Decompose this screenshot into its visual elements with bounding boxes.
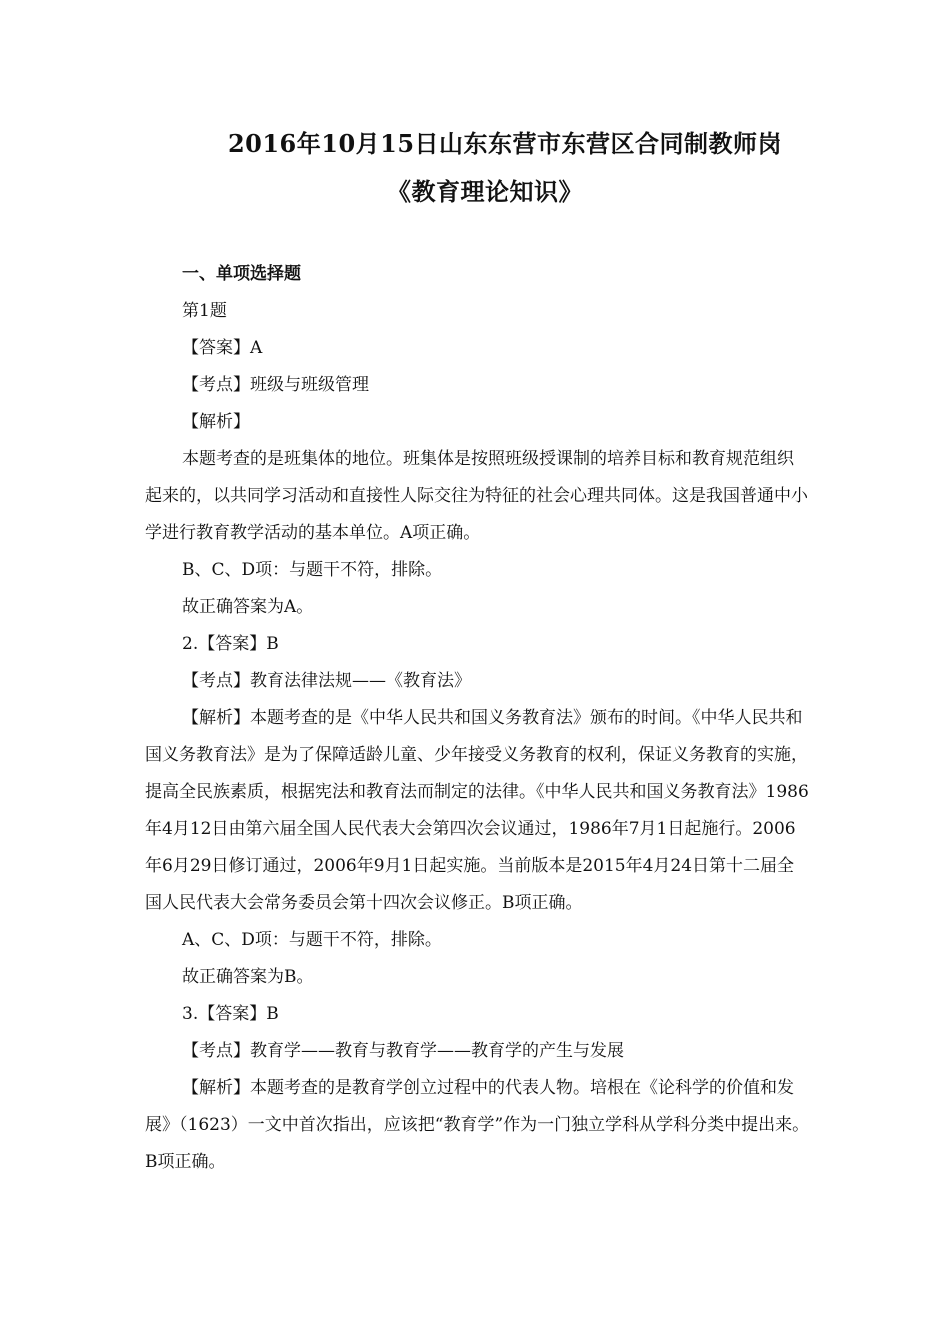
document-body — [145, 256, 810, 1181]
question-1-answer: 【答案】A — [182, 338, 263, 358]
question-3-analysis: 【解析】本题考查的是教育学创立过程中的代表人物。培根在《论科学的价值和发展》（1623）一文中首次指出，应该把“教育学”作为一门独立学科从学科分类中提出来。B项正确。 — [145, 1078, 810, 1172]
question-1-exclusion: B、C、D项：与题干不符，排除。 — [182, 560, 443, 580]
question-2-conclusion: 故正确答案为B。 — [182, 967, 314, 987]
section-heading: 一、单项选择题 — [182, 264, 301, 284]
document-subtitle: 《教育理论知识》 — [387, 177, 583, 206]
document-title: 2016年10月15日山东东营市东营区合同制教师岗 — [227, 129, 783, 158]
question-2-topic: 【考点】教育法律法规——《教育法》 — [182, 671, 471, 691]
question-2-exclusion: A、C、D项：与题干不符，排除。 — [182, 930, 442, 950]
question-3-answer: 3.【答案】B — [182, 1004, 279, 1024]
question-3-topic: 【考点】教育学——教育与教育学——教育学的产生与发展 — [182, 1041, 624, 1061]
question-1-conclusion: 故正确答案为A。 — [182, 597, 314, 617]
question-2-analysis: 【解析】本题考查的是《中华人民共和国义务教育法》颁布的时间。《中华人民共和国义务教育法》是为了保障适龄儿童、少年接受义务教育的权利，保证义务教育的实施，提高全民族素质，根据宪法和教育法而制定的法律。《中华人民共和国义务教育法》1986年4月12日由第六届全国人民代表大会第四次会议通过，1986年7月1日起施行。2006年6月29日修订通过，2006年9月1日起实施。当前版本是2015年4月24日第十二届全国人民代表大会常务委员会第十四次会议修正。B项正确。 — [145, 708, 809, 913]
question-1-number: 第1题 — [182, 301, 227, 321]
question-1-analysis-label: 【解析】 — [182, 412, 250, 432]
question-1-analysis: 本题考查的是班集体的地位。班集体是按照班级授课制的培养目标和教育规范组织起来的，以共同学习活动和直接性人际交往为特征的社会心理共同体。这是我国普通中小学进行教育教学活动的基本单位。A项正确。 — [145, 449, 808, 543]
question-1-topic: 【考点】班级与班级管理 — [182, 375, 369, 395]
question-2-answer: 2.【答案】B — [182, 634, 279, 654]
